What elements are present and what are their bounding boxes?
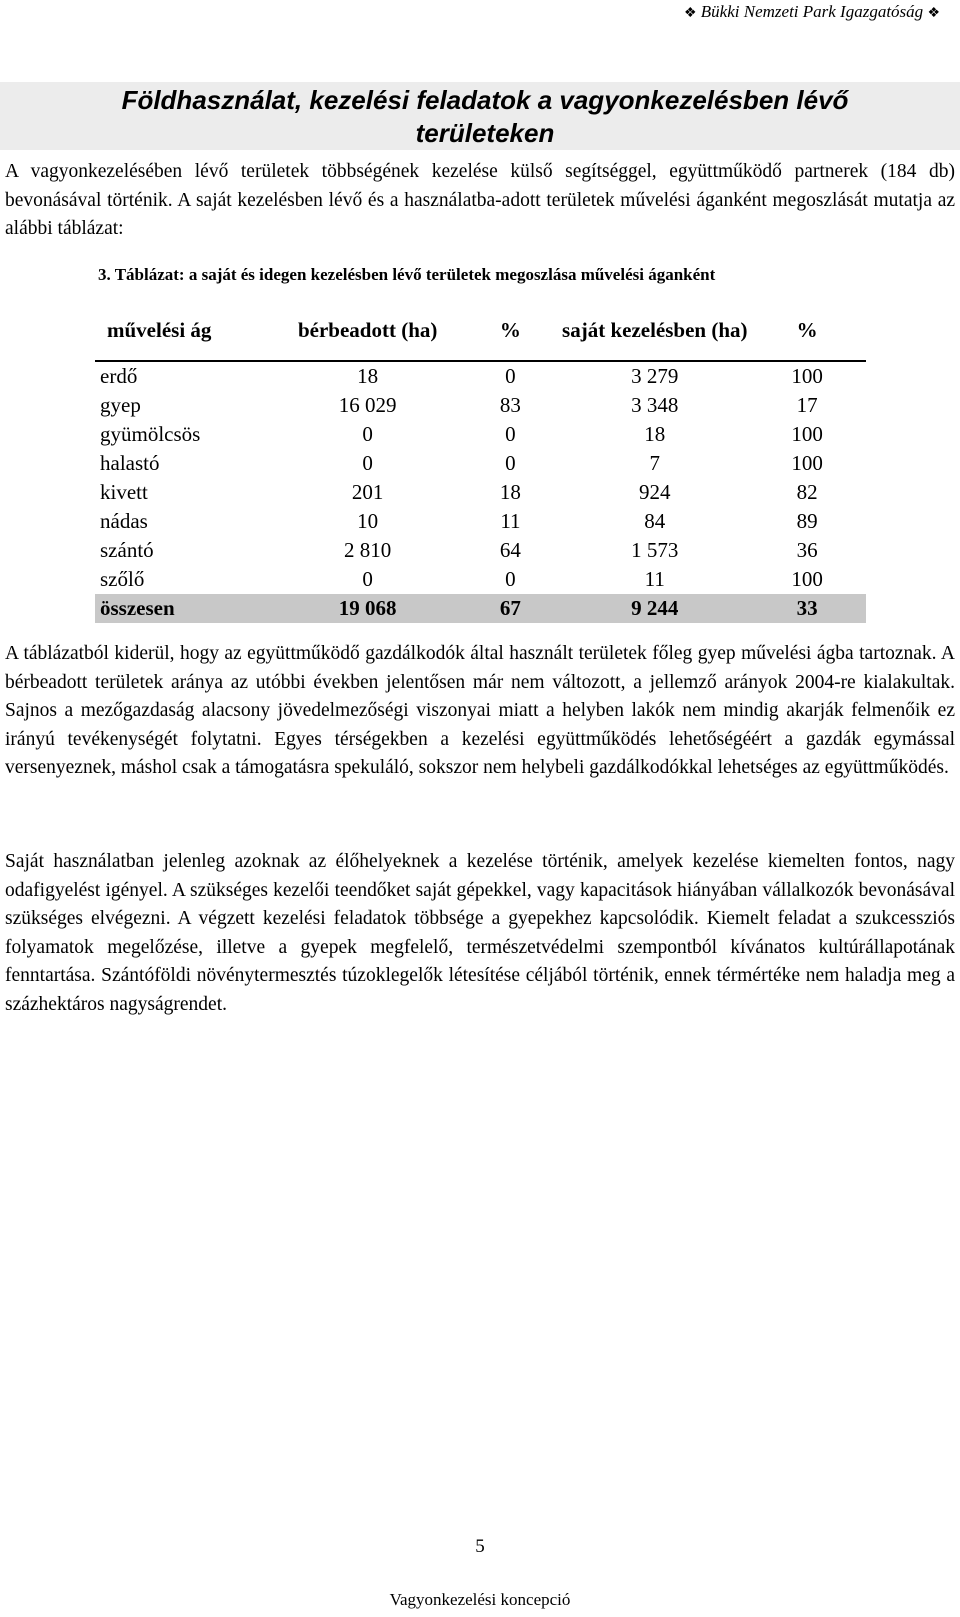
header-text: Bükki Nemzeti Park Igazgatóság xyxy=(700,2,924,21)
table-cell: 33 xyxy=(748,594,866,623)
table-cell-category: összesen xyxy=(95,594,276,623)
table-cell: 0 xyxy=(362,567,373,591)
table-cell: 0 xyxy=(505,364,516,388)
col-header-own: saját kezelésben (ha) xyxy=(561,300,748,361)
running-header xyxy=(0,0,960,24)
table-row xyxy=(95,391,866,420)
table-cell: 100 xyxy=(791,451,823,475)
land-use-table xyxy=(95,300,866,623)
table-row xyxy=(95,565,866,594)
col-header-leased: bérbeadott (ha) xyxy=(276,300,460,361)
table-cell: 11 xyxy=(500,509,521,533)
page-number: 5 xyxy=(475,1536,485,1557)
table-cell: 0 xyxy=(362,422,373,446)
own-use-paragraph: Saját használatban jelenleg azoknak az élőhelyeknek a kezelése történik, amelyek kezelése kiemelten fontos, nagy odafigyelést igényel. A szükséges kezelői teendőket saját gépekkel, vagy kapacitások hiányában vállalkozók bevonásával szükséges elvégezni. A végzett kezelési feladatok többsége a gyepekhez kapcsolódik. Kiemelt feladat a szukcessziós folyamatok megelőzése, illetve a gyepek megfelelő, természetvédelmi szempontból kívánatos kultúrállapotának fenntartása. Szántóföldi növénytermesztés túzoklegelők létesítése céljából történik, ennek térmértéke nem haladja meg a százhektáros nagyságrendet. xyxy=(5,851,955,1015)
table-cell: 2 810 xyxy=(344,538,392,562)
table-cell: 9 244 xyxy=(561,594,748,623)
table-cell: 18 xyxy=(499,480,521,504)
table-cell: 17 xyxy=(796,393,818,417)
table-cell-category: gyümölcsös xyxy=(100,422,201,446)
table-row xyxy=(95,361,866,391)
table-cell: 89 xyxy=(796,509,818,533)
table-cell-category: kivett xyxy=(100,480,148,504)
col-header-leased-pct: % xyxy=(460,300,562,361)
table-cell: 82 xyxy=(796,480,818,504)
table-cell: 16 029 xyxy=(338,393,397,417)
table-cell: 36 xyxy=(796,538,818,562)
col-header-branch: művelési ág xyxy=(95,300,276,361)
table-cell: 18 xyxy=(357,364,379,388)
table-cell-category: szőlő xyxy=(100,567,145,591)
table-cell: 924 xyxy=(639,480,671,504)
table-cell: 10 xyxy=(357,509,379,533)
table-cell-category: halastó xyxy=(100,451,160,475)
table-cell-category: erdő xyxy=(100,364,138,388)
col-header-own-pct: % xyxy=(748,300,866,361)
section-title: Földhasználat, kezelési feladatok a vagyonkezelésben lévő területeken xyxy=(121,85,849,148)
table-cell: 0 xyxy=(505,451,516,475)
table-cell-category: nádas xyxy=(100,509,148,533)
table-caption: 3. Táblázat: a saját és idegen kezelésben lévő területek megoszlása művelési áganként xyxy=(98,265,716,284)
diamond-icon: ❖ xyxy=(927,6,940,21)
intro-paragraph: A vagyonkezelésében lévő területek többségének kezelése külső segítséggel, együttműködő partnerek (184 db) bevonásával történik. A saját kezelésben lévő és a használatba-adott területek művelési áganként megoszlását mutatja az alábbi táblázat: xyxy=(5,161,955,240)
table-row xyxy=(95,449,866,478)
table-cell-category: gyep xyxy=(100,393,141,417)
diamond-icon: ❖ xyxy=(683,6,697,21)
table-row xyxy=(95,536,866,565)
analysis-paragraph: A táblázatból kiderül, hogy az együttműködő gazdálkodók által használt területek főleg gyep művelési ágba tartoznak. A bérbeadott területek aránya az utóbbi években jelentősen már nem változott, a jellemző arányok 2004-re kialakultak. Sajnos a mezőgazdaság alacsony jövedelmezőségi viszonyai miatt a helyben lakók nem mindig akarják felmenőik ez irányú tevékenységét folytatni. Egyes térségekben a kezelési együttműködés lehetőségéért a gazdák egymással versenyeznek, máshol csak a támogatásra spekuláló, sokszor nem helybeli gazdálkodókkal lehetséges az együttműködés. xyxy=(5,643,955,779)
table-row xyxy=(95,478,866,507)
table-cell: 3 348 xyxy=(631,393,679,417)
table-cell: 83 xyxy=(499,393,521,417)
table-cell: 84 xyxy=(644,509,666,533)
table-row xyxy=(95,420,866,449)
table-cell: 3 279 xyxy=(631,364,679,388)
table-cell: 18 xyxy=(644,422,666,446)
page-footer: Vagyonkezelési koncepció xyxy=(389,1590,571,1609)
table-header-row xyxy=(95,300,866,361)
table-cell-category: szántó xyxy=(100,538,154,562)
table-cell: 11 xyxy=(644,567,665,591)
table-cell: 64 xyxy=(499,538,521,562)
table-cell: 100 xyxy=(791,567,823,591)
table-cell: 19 068 xyxy=(276,594,460,623)
table-cell: 100 xyxy=(791,364,823,388)
table-cell: 0 xyxy=(505,567,516,591)
table-cell: 0 xyxy=(505,422,516,446)
table-cell: 0 xyxy=(362,451,373,475)
table-cell: 100 xyxy=(791,422,823,446)
table-row xyxy=(95,507,866,536)
table-cell: 1 573 xyxy=(631,538,679,562)
table-cell: 201 xyxy=(351,480,384,504)
table-total-row xyxy=(95,594,866,623)
table-cell: 67 xyxy=(460,594,562,623)
table-cell: 7 xyxy=(649,451,661,475)
